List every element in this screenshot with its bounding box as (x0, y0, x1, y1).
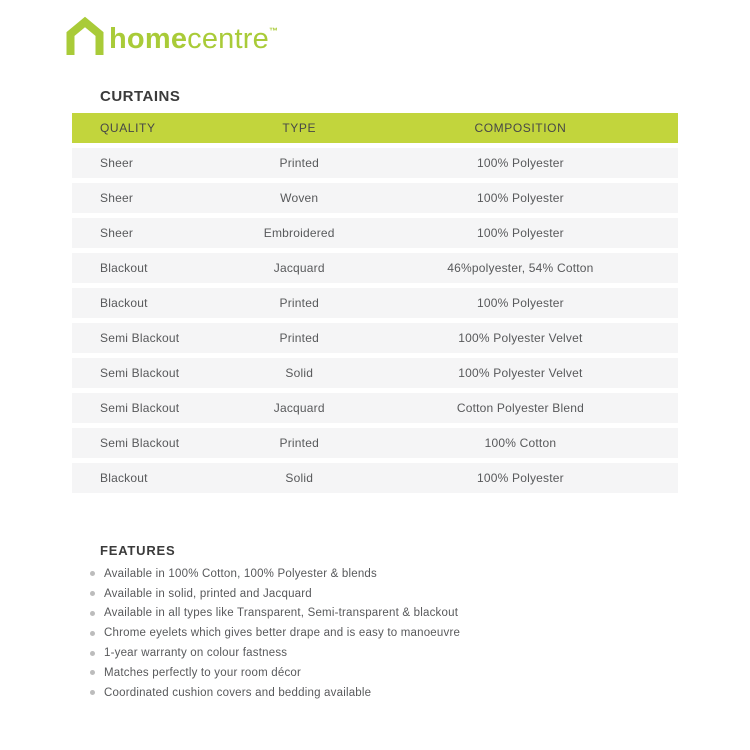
list-item (90, 663, 460, 683)
features-list (90, 564, 460, 703)
bullet-icon (90, 631, 95, 636)
cell-quality: Sheer (100, 156, 134, 170)
cell-type: Solid (285, 471, 314, 485)
list-item (90, 604, 460, 624)
home-icon (66, 15, 104, 55)
list-item (90, 643, 460, 663)
bullet-icon (90, 670, 95, 675)
list-item (90, 584, 460, 604)
brand-logo (66, 12, 278, 58)
cell-quality: Blackout (100, 471, 148, 485)
cell-quality: Semi Blackout (100, 401, 180, 415)
cell-composition: 100% Polyester (476, 156, 564, 170)
brand-name (109, 12, 278, 58)
feature-text: Available in all types like Transparent, Semi-transparent & blackout (104, 607, 459, 620)
cell-type: Printed (279, 296, 319, 310)
curtains-section-title: CURTAINS (100, 88, 181, 105)
table-row (72, 253, 678, 283)
cell-composition: 100% Polyester Velvet (458, 366, 583, 380)
table-row (72, 428, 678, 458)
table-row (72, 288, 678, 318)
feature-text: Available in solid, printed and Jacquard (104, 587, 312, 600)
cell-type: Jacquard (273, 261, 325, 275)
cell-quality: Blackout (100, 261, 148, 275)
list-item (90, 564, 460, 584)
column-header-composition: COMPOSITION (474, 121, 567, 135)
bullet-icon (90, 591, 95, 596)
feature-text: Coordinated cushion covers and bedding available (104, 686, 372, 699)
table-row (72, 323, 678, 353)
cell-composition: 46%polyester, 54% Cotton (447, 261, 594, 275)
curtains-table (72, 113, 678, 493)
cell-type: Woven (280, 191, 319, 205)
feature-text: Matches perfectly to your room décor (104, 666, 302, 679)
table-header-row (72, 113, 678, 143)
feature-text: Available in 100% Cotton, 100% Polyester & blends (104, 567, 377, 580)
feature-text: Chrome eyelets which gives better drape and is easy to manoeuvre (104, 627, 461, 640)
cell-quality: Blackout (100, 296, 148, 310)
list-item (90, 683, 460, 703)
features-section-title: FEATURES (100, 543, 176, 558)
cell-quality: Sheer (100, 191, 134, 205)
table-row (72, 218, 678, 248)
table-row (72, 393, 678, 423)
bullet-icon (90, 651, 95, 656)
cell-type: Printed (279, 156, 319, 170)
column-header-quality: QUALITY (100, 121, 156, 135)
table-row (72, 463, 678, 493)
cell-quality: Sheer (100, 226, 134, 240)
brand-name-centre: centre (187, 23, 269, 55)
cell-quality: Semi Blackout (100, 436, 180, 450)
feature-text: 1-year warranty on colour fastness (104, 647, 288, 660)
cell-composition: 100% Polyester (476, 191, 564, 205)
cell-type: Jacquard (273, 401, 325, 415)
table-row (72, 148, 678, 178)
column-header-type: TYPE (282, 121, 317, 135)
cell-type: Printed (279, 331, 319, 345)
bullet-icon (90, 571, 95, 576)
table-row (72, 183, 678, 213)
cell-composition: 100% Polyester (476, 226, 564, 240)
bullet-icon (90, 611, 95, 616)
cell-composition: Cotton Polyester Blend (456, 401, 584, 415)
cell-composition: 100% Polyester (476, 296, 564, 310)
cell-composition: 100% Cotton (484, 436, 557, 450)
cell-composition: 100% Polyester (476, 471, 564, 485)
cell-composition: 100% Polyester Velvet (458, 331, 583, 345)
cell-quality: Semi Blackout (100, 331, 180, 345)
cell-type: Embroidered (263, 226, 335, 240)
trademark-symbol: ™ (268, 26, 278, 36)
table-row (72, 358, 678, 388)
cell-type: Solid (285, 366, 314, 380)
cell-type: Printed (279, 436, 319, 450)
brand-name-home: home (109, 23, 188, 55)
cell-quality: Semi Blackout (100, 366, 180, 380)
bullet-icon (90, 690, 95, 695)
list-item (90, 623, 460, 643)
